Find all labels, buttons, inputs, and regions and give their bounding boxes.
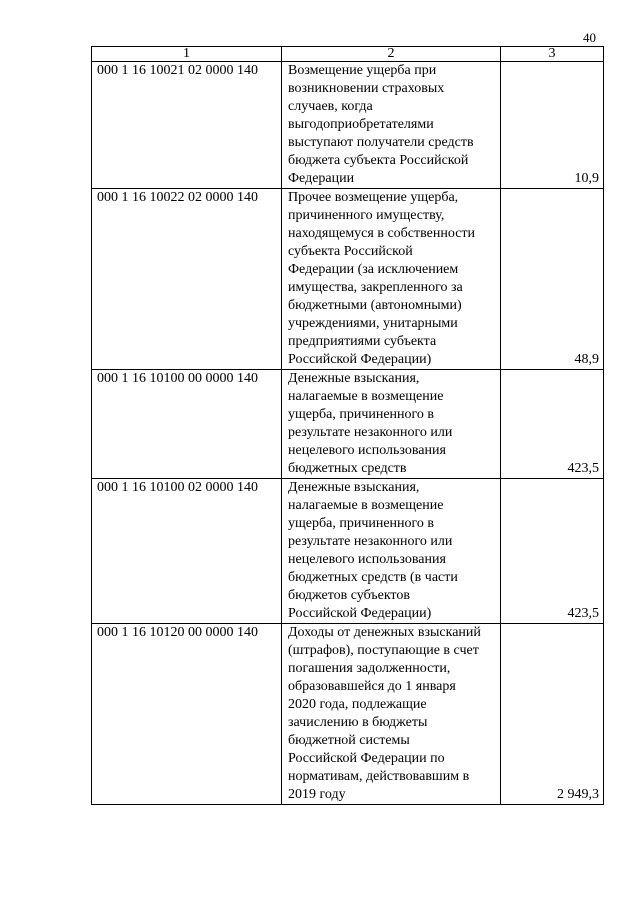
budget-classification-code: 000 1 16 10120 00 0000 140 [92,624,282,805]
revenue-name-line: погашения задолженности, [288,661,451,676]
budget-classification-code: 000 1 16 10100 02 0000 140 [92,479,282,624]
revenue-name-line: имущества, закрепленного за [288,280,463,295]
revenue-name-line: Российской Федерации) [288,606,432,621]
revenue-name-line: бюджетными (автономными) [288,298,462,313]
revenue-name-line: нецелевого использования [288,552,446,567]
revenue-amount: 10,9 [501,62,604,189]
budget-classification-code: 000 1 16 10021 02 0000 140 [92,62,282,189]
revenue-name-line: бюджета субъекта Российской [288,153,469,168]
revenue-name-line: субъекта Российской [288,244,413,259]
revenue-name-line: находящемуся в собственности [288,226,476,241]
revenue-name-line: Федерации (за исключением [288,262,459,277]
revenue-name-line: бюджетных средств [288,461,407,476]
revenue-name [282,479,501,624]
table-row [92,62,604,189]
table-row [92,479,604,624]
revenue-amount: 2 949,3 [501,624,604,805]
revenue-name-line: (штрафов), поступающие в счет [288,643,479,658]
revenue-name-line: Денежные взыскания, [288,480,420,495]
revenue-name-line: налагаемые в возмещение [288,389,444,404]
revenue-name-line: выгодоприобретателями [288,117,434,132]
table-row [92,189,604,370]
revenue-name-line: 2020 года, подлежащие [288,697,427,712]
revenue-amount: 48,9 [501,189,604,370]
revenue-name-line: учреждениями, унитарными [288,316,458,331]
revenue-amount: 423,5 [501,370,604,479]
column-header-code: 1 [92,47,282,62]
budget-classification-code: 000 1 16 10022 02 0000 140 [92,189,282,370]
revenue-name-line: Денежные взыскания, [288,371,420,386]
revenue-name-line: Доходы от денежных взысканий [288,625,481,640]
revenue-name-line: налагаемые в возмещение [288,498,444,513]
revenue-name-line: ущерба, причиненного в [288,407,435,422]
revenue-name-line: Возмещение ущерба при [288,63,437,78]
revenue-name-line: причиненного имуществу, [288,208,445,223]
column-header-amount: 3 [501,47,604,62]
revenue-name-line: образовавшейся до 1 января [288,679,456,694]
revenue-name-line: предприятиями субъекта [288,334,437,349]
revenue-name-line: случаев, когда [288,99,373,114]
revenue-name [282,370,501,479]
revenue-name-line: 2019 году [288,787,346,802]
revenue-name-line: результате незаконного или [288,425,453,440]
revenue-name-line: возникновении страховых [288,81,445,96]
revenue-name [282,189,501,370]
revenue-name-line: нецелевого использования [288,443,446,458]
page-number: 40 [583,30,596,45]
budget-classification-code: 000 1 16 10100 00 0000 140 [92,370,282,479]
revenue-name-line: нормативам, действовавшим в [288,769,470,784]
revenue-name-line: Прочее возмещение ущерба, [288,190,459,205]
revenue-name-line: зачислению в бюджеты [288,715,428,730]
table-header-row [92,47,604,62]
table-row [92,370,604,479]
revenue-name-line: Российской Федерации по [288,751,445,766]
revenue-amount: 423,5 [501,479,604,624]
revenue-name [282,62,501,189]
column-header-name: 2 [282,47,501,62]
revenue-name [282,624,501,805]
revenue-name-line: бюджетной системы [288,733,410,748]
revenue-name-line: результате незаконного или [288,534,453,549]
revenue-name-line: Российской Федерации) [288,352,432,367]
revenue-name-line: бюджетных средств (в части [288,570,458,585]
revenue-name-line: ущерба, причиненного в [288,516,435,531]
revenue-name-line: выступают получатели средств [288,135,474,150]
table-row [92,624,604,805]
revenue-name-line: Федерации [288,171,355,186]
table-body [92,47,604,805]
revenue-table [91,46,604,805]
revenue-name-line: бюджетов субъектов [288,588,410,603]
